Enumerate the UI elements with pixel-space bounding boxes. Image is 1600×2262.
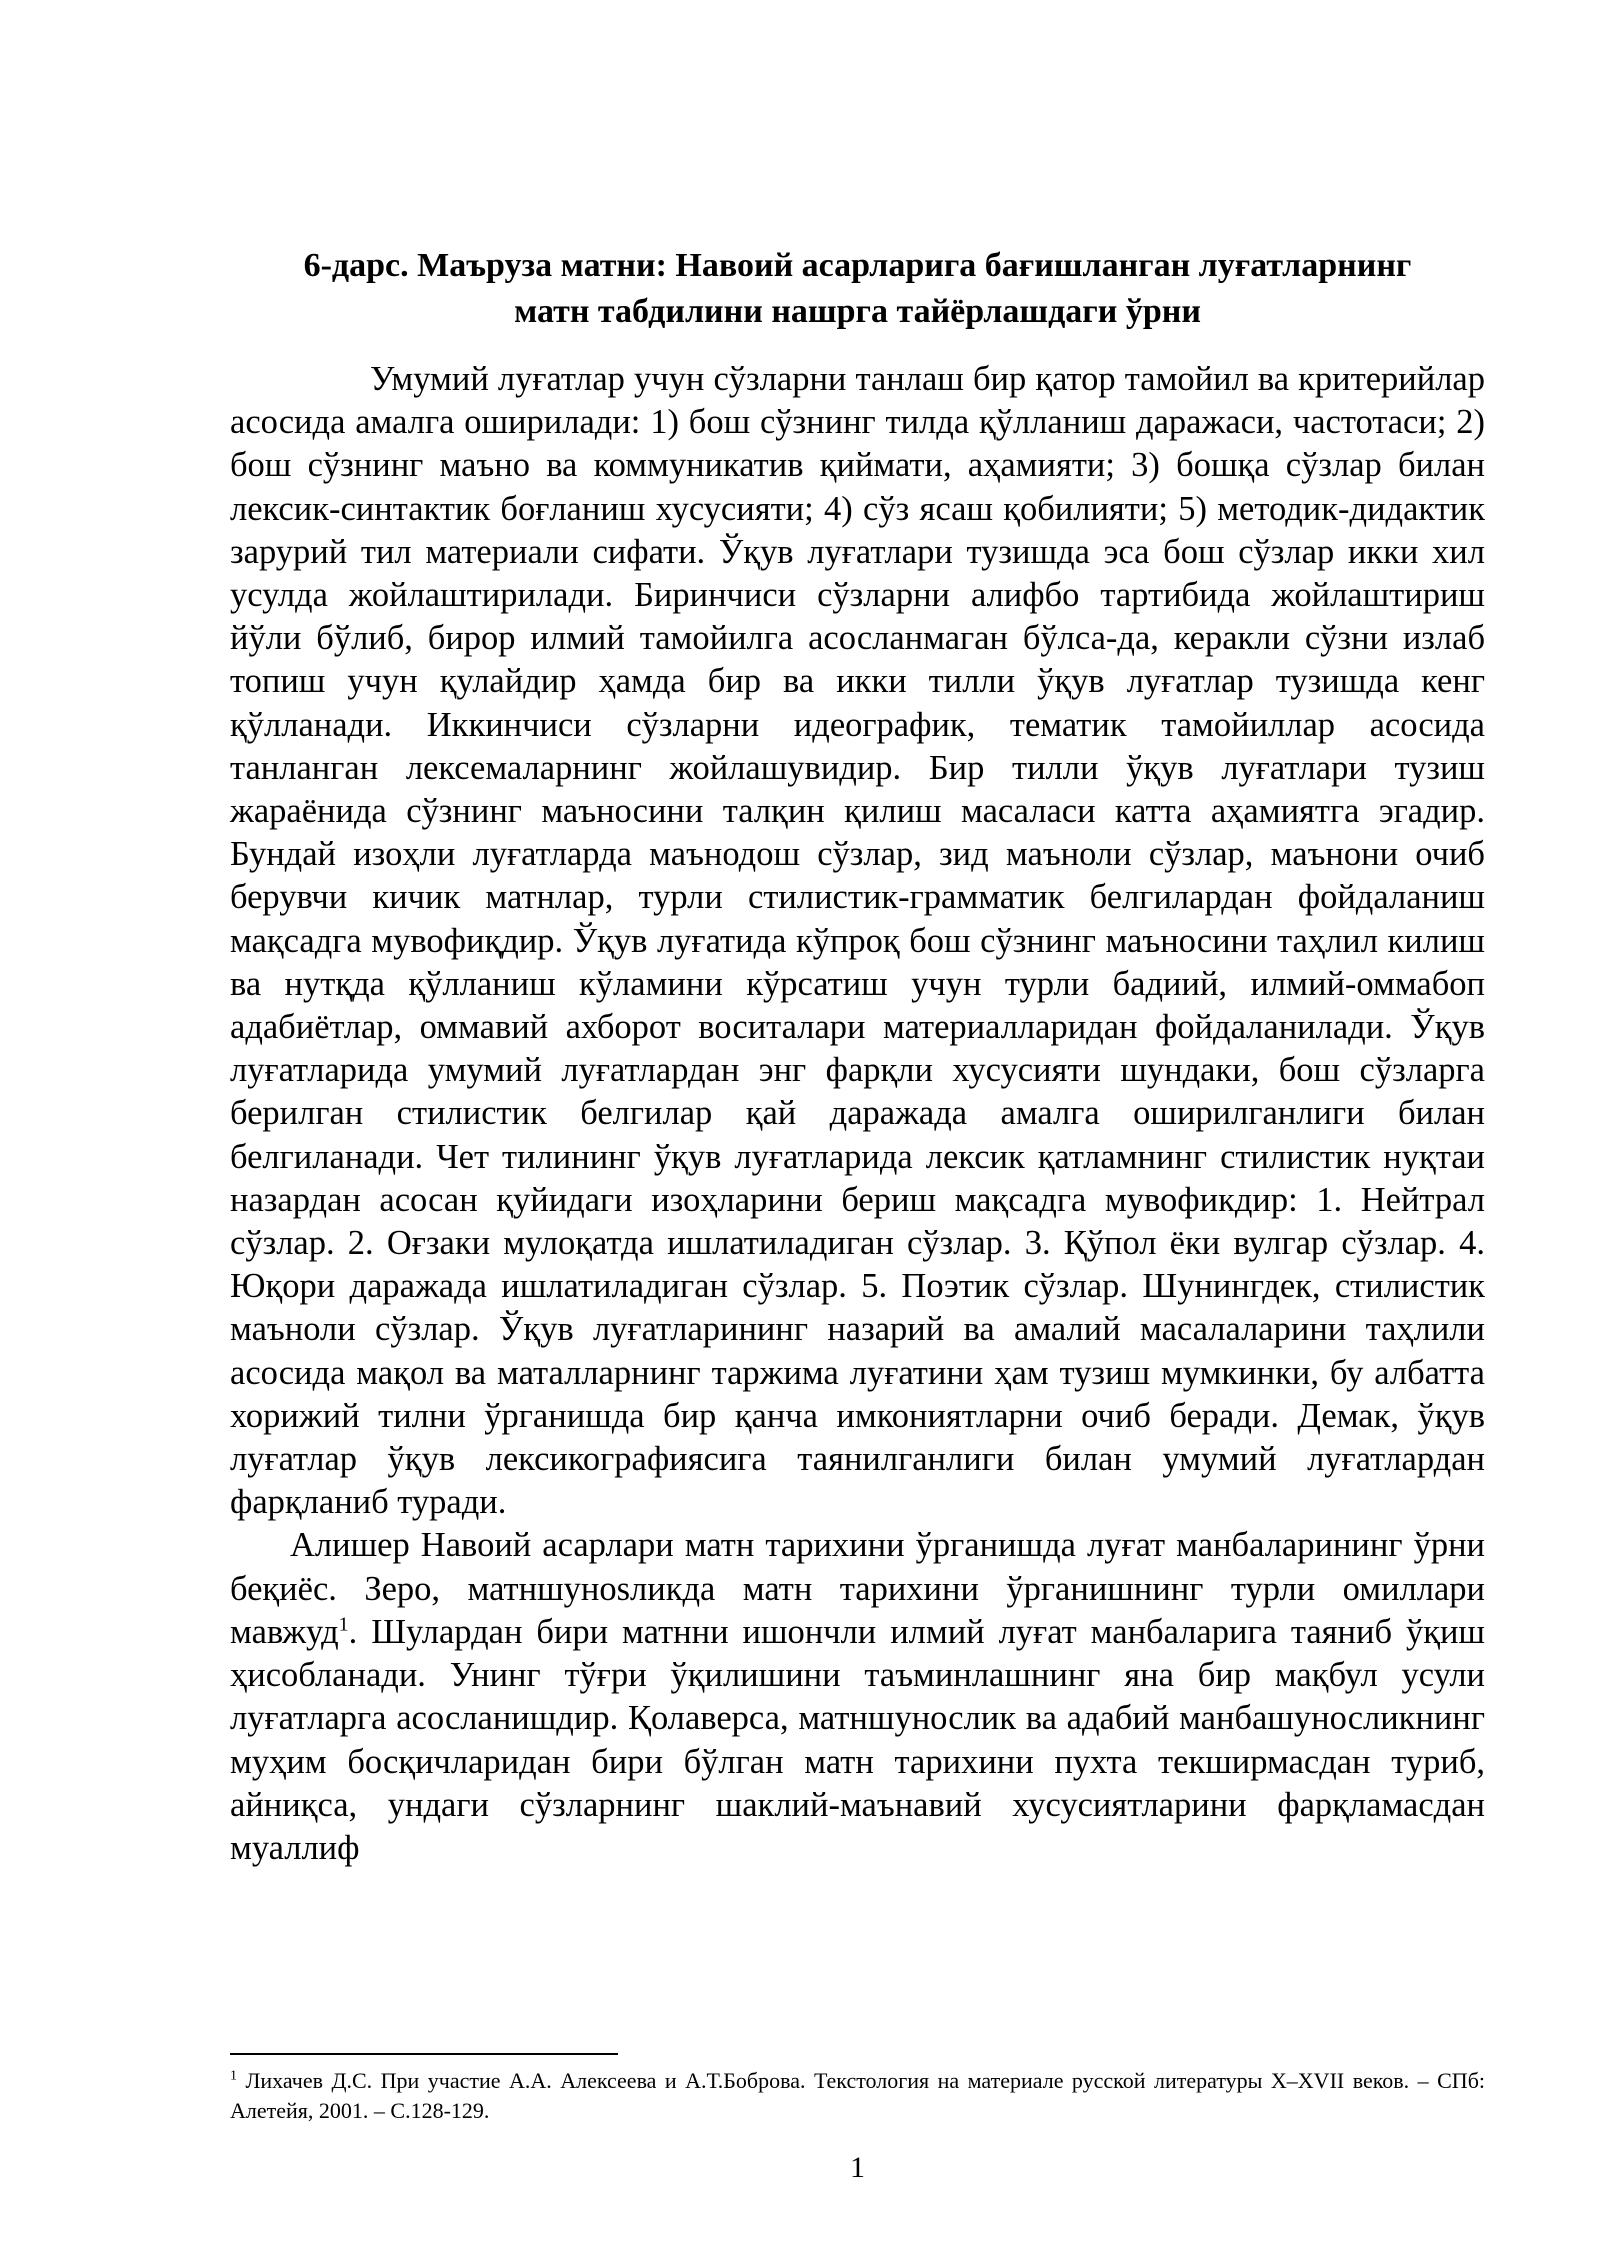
title-line-2: матн табдилини нашрга тайёрлашдаги ўрни (514, 293, 1201, 330)
footnote-reference: 1 (338, 1613, 349, 1636)
footnote-marker: 1 (230, 2068, 237, 2084)
paragraph-2 (230, 1524, 1485, 1870)
footnote-separator (230, 2053, 618, 2055)
body-text (230, 358, 1485, 1870)
page-number: 1 (850, 2151, 865, 2184)
footnote (230, 2066, 1485, 2126)
title-line-1: 6-дарс. Маъруза матни: Навоий асарларига бағишланган луғатларнинг (303, 247, 1412, 284)
paragraph-2-end: . Шулардан бири матнни ишончли илмий луғат манбаларига таяниб ўқиш ҳисобланади. Унинг тўғри ўқилишини таъминлашнинг яна бир мақбул усули луғатларга асосланишдир. Қолаверса, матншунослик ва адабий манбашуносликнинг муҳим босқичларидан бири бўлган матн тарихини пухта текширмасдан туриб, айниқса, ундаги сўзларнинг шаклий-маънавий хусусиятларини фарқламасдан муаллиф (230, 1612, 1485, 1867)
paragraph-2-start: Алишер Навоий асарлари матн тарихини ўрганишда луғат манбаларининг ўрни беқиёс. Зеро, матншунosликда матн тарихини ўрганишнинг турли омиллари мавжуд (230, 1526, 1485, 1651)
paragraph-1: Умумий луғатлар учун сўзларни танлаш бир қатор тамойил ва критерийлар асосида амалга оширилади: 1) бош сўзнинг тилда қўлланиш даражаси, частотаси; 2) бош сўзнинг маъно ва коммуникатив қиймати, аҳамияти; 3) бошқа сўзлар билан лексик-синтактик боғланиш хусусияти; 4) сўз ясаш қобилияти; 5) методик-дидактик зарурий тил материали сифати. Ўқув луғатлари тузишда эса бош сўзлар икки хил усулда жойлаштирилади. Биринчиси сўзларни алифбо тартибида жойлаштириш йўли бўлиб, бирор илмий тамойилга асосланмаган бўлса-да, керакли сўзни излаб топиш учун қулайдир ҳамда бир ва икки тилли ўқув луғатлар тузишда кенг қўлланади. Иккинчиси сўзларни идеографик, тематик тамойиллар асосида танланган лексемаларнинг жойлашувидир. Бир тилли ўқув луғатлари тузиш жараёнида сўзнинг маъносини талқин қилиш масаласи катта аҳамиятга эгадир. Бундай изоҳли луғатларда маънодош сўзлар, зид маъноли сўзлар, маънони очиб берувчи кичик матнлар, турли стилистик-грамматик белгилардан фойдаланиш мақсадга мувофиқдир. Ўқув луғатида кўпроқ бош сўзнинг маъносини таҳлил килиш ва нутқда қўлланиш кўламини кўрсатиш учун турли бадиий, илмий-оммабоп адабиётлар, оммавий ахборот воситалари материалларидан фойдаланилади. Ўқув луғатларида умумий луғатлардан энг фарқли хусусияти шундаки, бош сўзларга берилган стилистик белгилар қай даражада амалга оширилганлиги билан белгиланади. Чет тилининг ўқув луғатларида лексик қатламнинг стилистик нуқтаи назардан асосан қуйидаги изоҳларини бериш мақсадга мувофикдир: 1. Нейтрал сўзлар. 2. Оғзаки мулоқатда ишлатиладиган сўзлар. 3. Қўпол ёки вулгар сўзлар. 4. Юқори даражада ишлатиладиган сўзлар. 5. Поэтик сўзлар. Шунингдек, стилистик маъноли сўзлар. Ўқув луғатларининг назарий ва амалий масалаларини таҳлили асосида мақол ва маталларнинг таржима луғатини ҳам тузиш мумкинки, бу албатта хорижий тилни ўрганишда бир қанча имкониятларни очиб беради. Демак, ўқув луғатлар ўқув лексикографиясига таянилганлиги билан умумий луғатлардан фарқланиб туради. (230, 360, 1485, 1522)
footnote-text: Лихачев Д.С. При участие А.А. Алексеева и А.Т.Боброва. Текстология на материале русской литературы X–XVII веков. – СПб: Алетейя, 2001. – С.128-129. (230, 2068, 1485, 2123)
lecture-title (230, 243, 1485, 335)
